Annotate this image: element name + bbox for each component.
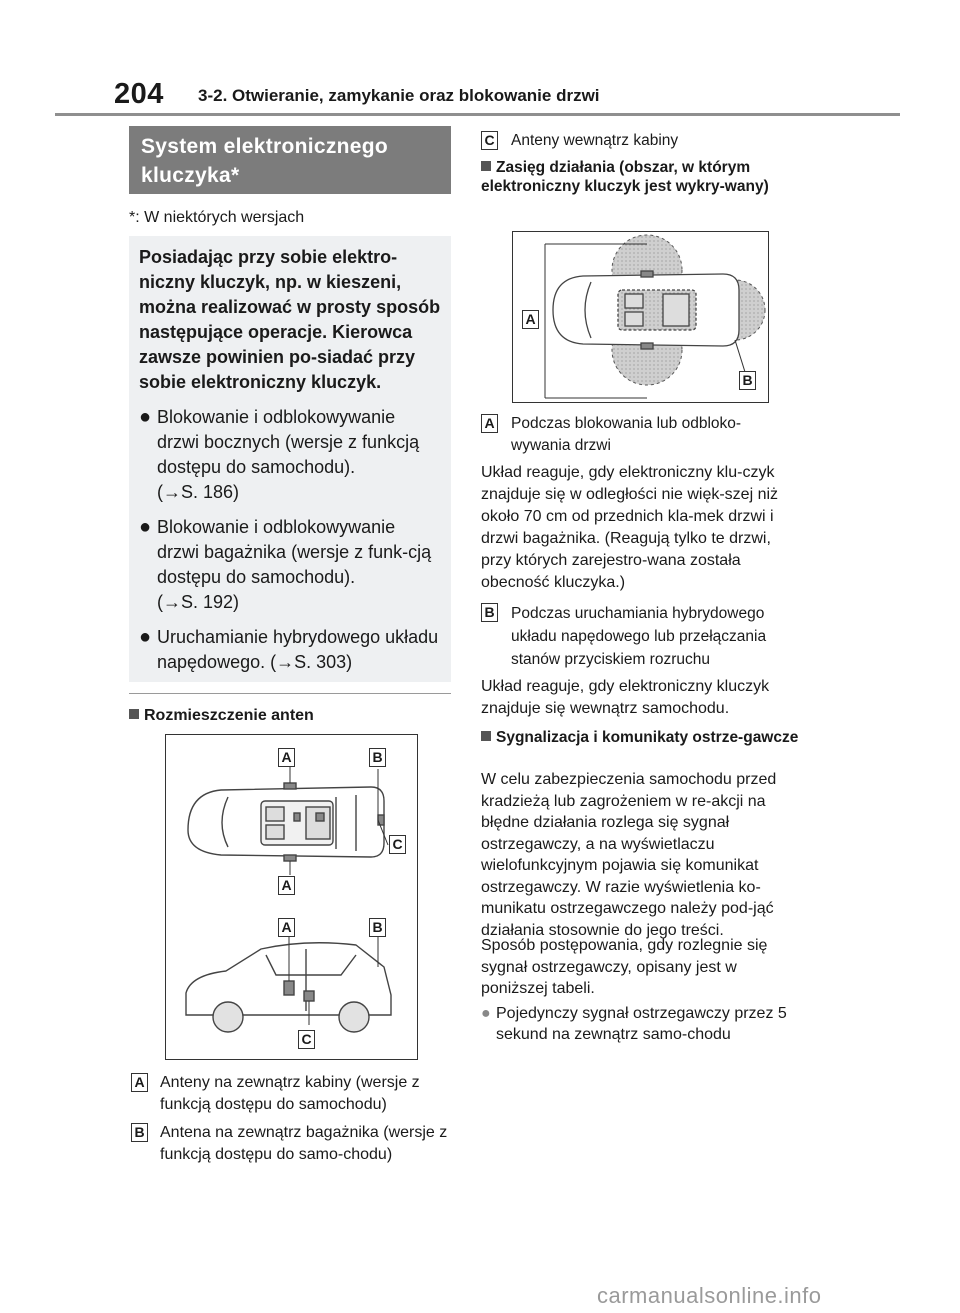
section-title — [129, 126, 451, 194]
section-title-line1: System elektronicznego — [141, 135, 389, 158]
page-reference[interactable]: (→S. 186) — [157, 482, 240, 502]
callout-label-c: C — [389, 835, 406, 854]
range-a-description: Układ reaguje, gdy elektroniczny klu-czyk znajduje się w odległości nie więk-szej niż około 70 cm od przednich kla-mek drzwi i drzwi bagażnika. (Reagują tylko te drzwi, przy których zarejestro-wana została obecność kluczyka.) — [481, 464, 779, 591]
antenna-heading: Rozmieszczenie anten — [129, 706, 314, 726]
intro-box — [129, 236, 451, 682]
page-number: 204 — [114, 78, 164, 110]
bullet-dot-icon: ● — [139, 626, 152, 648]
callout-label-b: B — [369, 918, 386, 937]
callout-label-a: A — [522, 310, 539, 329]
callout-label-b: B — [369, 748, 386, 767]
intro-text: Posiadając przy sobie elektro-niczny kluczyk, np. w kieszeni, można realizować w prosty sposób następujące operacje. Kierowca zawsze powinien po-siadać przy sobie elektroniczny kluczyk. — [139, 247, 441, 392]
range-b-text: Podczas uruchamiania hybrydowego układu napędowego lub przełączania stanów przyciskiem rozruchu — [511, 605, 767, 668]
bullet-item — [139, 515, 441, 615]
callout-label-a: A — [278, 918, 295, 937]
legend-label-a: A — [131, 1073, 148, 1092]
bullet-text: Uruchamianie hybrydowego układu napędowego. (→S. 303) — [157, 627, 439, 672]
bullet-dot-icon: ● — [139, 406, 152, 428]
range-a-text: Podczas blokowania lub odbloko-wywania drzwi — [511, 415, 742, 454]
alarm-heading: Sygnalizacja i komunikaty ostrze-gawcze — [481, 728, 799, 747]
page-reference[interactable]: (→S. 192) — [157, 592, 240, 612]
watermark: carmanualsonline.info — [597, 1283, 822, 1308]
bullet-dot-icon: ● — [139, 516, 152, 538]
section-title-line2: kluczyka* — [141, 164, 240, 187]
bullet-text: Blokowanie i odblokowywanie drzwi bocznych (wersje z funkcją dostępu do samochodu). — [157, 407, 420, 477]
range-heading: Zasięg działania (obszar, w którym elektroniczny kluczyk jest wykry-wany) — [481, 159, 769, 195]
alarm-procedure: Sposób postępowania, gdy rozlegnie się sygnał ostrzegawczy, opisany jest w poniższej tabeli. — [481, 937, 768, 997]
square-bullet-icon — [129, 709, 139, 719]
alarm-bullet: ● Pojedynczy sygnał ostrzegawczy przez 5 sekund na zewnątrz samo-chodu — [481, 1005, 787, 1043]
callout-label-b: B — [739, 371, 756, 390]
footnote: *: W niektórych wersjach — [129, 209, 305, 226]
range-b-description: Układ reaguje, gdy elektroniczny kluczyk znajduje się wewnątrz samochodu. — [481, 678, 770, 717]
legend-c-text: Anteny wewnątrz kabiny — [511, 132, 679, 149]
car-antenna-diagram — [166, 735, 419, 1061]
bullet-text: Blokowanie i odblokowywanie drzwi bagażnika (wersje z funk-cją dostępu do samochodu). — [157, 517, 432, 587]
section-header: 3-2. Otwieranie, zamykanie oraz blokowanie drzwi — [198, 86, 600, 105]
legend-a-text: Anteny na zewnątrz kabiny (wersje z funkcją dostępu do samochodu) — [160, 1074, 420, 1113]
square-bullet-icon — [481, 161, 491, 171]
header-rule — [55, 113, 900, 116]
bullet-dot-icon: ● — [481, 1005, 491, 1022]
callout-label-a: A — [278, 876, 295, 895]
alarm-description: W celu zabezpieczenia samochodu przed kradzieżą lub zagrożeniem w re-akcji na błędne działania rozlega się sygnał ostrzegawczy, a na wyświetlaczu wielofunkcyjnym pojawia się komunikat ostrzegawczy. W razie wyświetlenia ko-munikatu ostrzegawczego należy pod-jąć działania stosownie do jego treści. — [481, 771, 777, 939]
callout-label-c: C — [298, 1030, 315, 1049]
bullet-item — [139, 405, 441, 505]
divider — [129, 693, 451, 694]
range-label-a: A — [481, 414, 498, 433]
bullet-item — [139, 625, 441, 675]
square-bullet-icon — [481, 731, 491, 741]
legend-b-text: Antena na zewnątrz bagażnika (wersje z funkcją dostępu do samo-chodu) — [160, 1124, 448, 1163]
range-figure — [512, 231, 769, 403]
callout-label-a: A — [278, 748, 295, 767]
antenna-location-figure — [165, 734, 418, 1060]
range-label-b: B — [481, 603, 498, 622]
detection-range-diagram — [513, 232, 770, 404]
legend-label-b: B — [131, 1123, 148, 1142]
legend-label-c: C — [481, 131, 498, 150]
